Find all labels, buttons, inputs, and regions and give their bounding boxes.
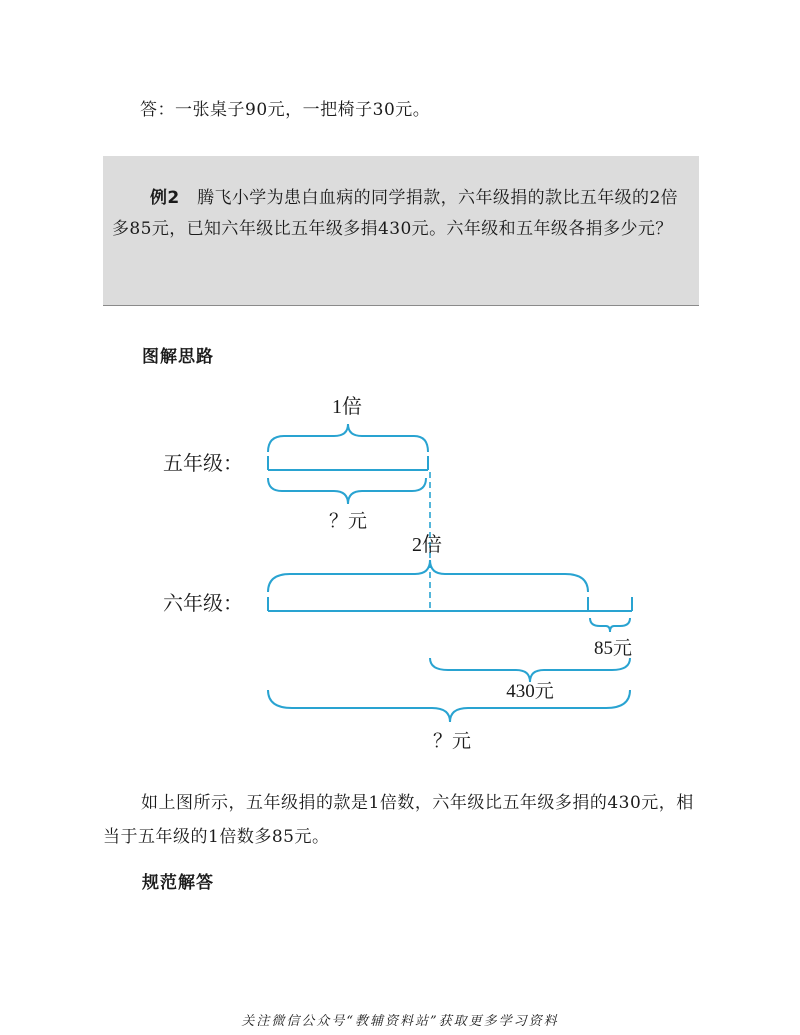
example-box [103,156,699,306]
line-segment-diagram [0,380,800,770]
grade6-total-brace [268,690,630,722]
diagram-heading: 图解思路 [142,347,214,367]
grade5-question-label: ？元 [328,511,368,532]
extra-label: 85元 [593,638,633,659]
explanation-paragraph: 如上图所示，五年级捐的款是1倍数，六年级比五年级多捐的430元，相当于五年级的1倍数多85元。 [103,793,694,847]
answer-line: 答：一张桌子90元，一把椅子30元。 [140,100,431,120]
solution-heading: 规范解答 [142,873,214,893]
one-times-label: 1倍 [332,396,362,418]
grade6-label: 六年级： [163,593,243,615]
two-times-label: 2倍 [412,534,442,556]
grade5-top-brace [268,424,428,452]
grade5-label: 五年级： [163,453,243,475]
grade6-question-label: ？元 [432,731,472,752]
example-label: 例2 [150,188,180,208]
difference-brace [430,658,630,682]
footer-watermark: 关注微信公众号“教辅资料站”获取更多学习资料 [241,1014,559,1029]
example-text: 腾飞小学为患白血病的同学捐款，六年级捐的款比五年级的2倍多85元，已知六年级比五年级多捐430元。六年级和五年级各捐多少元？ [112,188,679,239]
extra-brace [590,618,630,632]
difference-label: 430元 [506,681,554,702]
grade5-bottom-brace [268,478,426,504]
example-problem [112,183,692,245]
grade6-top-brace [268,560,588,592]
